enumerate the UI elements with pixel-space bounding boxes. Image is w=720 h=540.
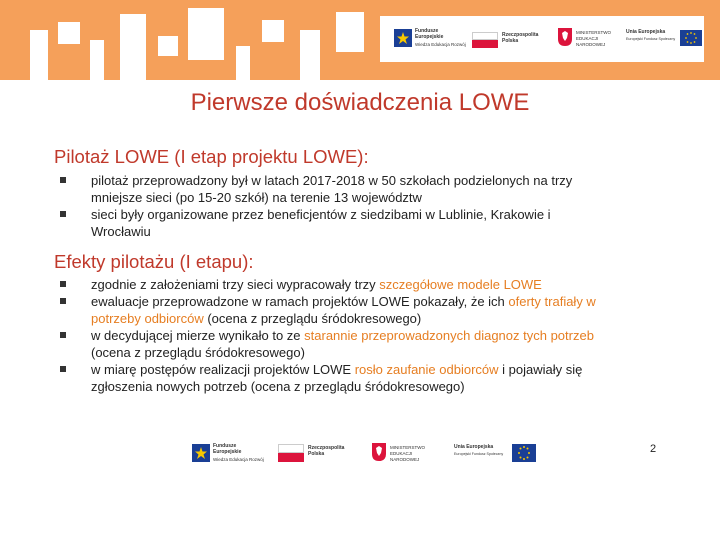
unia-europejska-logo [626, 24, 702, 54]
highlighted-text: starannie przeprowadzonych diagnoz tych potrzeb [304, 328, 594, 343]
bullet-item [60, 206, 680, 240]
logo-text: Rzeczpospolita [502, 32, 539, 38]
bullet-text: i pojawiały się [498, 362, 583, 377]
logo-text: Europejskie [415, 34, 444, 40]
fe-star-icon [394, 29, 412, 47]
logo-text: NARODOWEJ [390, 457, 420, 462]
rzeczpospolita-polska-logo [278, 440, 358, 468]
slide-title: Pierwsze doświadczenia LOWE [190, 89, 530, 116]
polish-flag-icon [472, 32, 498, 48]
ministry-logo [558, 24, 618, 54]
polish-flag-icon [278, 444, 304, 462]
bullet-text: zgodnie z założeniami trzy sieci wypracowały trzy [91, 277, 380, 292]
unia-europejska-logo [454, 438, 536, 468]
decorative-block [58, 22, 80, 44]
logo-text: Europejski Fundusz Społeczny [626, 37, 676, 41]
highlighted-text: rosło zaufanie odbiorców [354, 362, 499, 377]
decorative-block [90, 40, 104, 80]
top-logo-strip [380, 16, 704, 62]
decorative-block [236, 46, 250, 80]
bullet-item [60, 327, 680, 361]
ministry-logo [372, 438, 442, 468]
bullet-item [60, 361, 680, 395]
bottom-logo-strip [192, 436, 536, 472]
logo-text: NARODOWEJ [576, 42, 606, 47]
bullet-marker [60, 366, 66, 372]
page-number: 2 [650, 443, 657, 455]
bullet-marker [60, 177, 66, 183]
logo-text: Fundusze [415, 28, 439, 34]
logo-text: Fundusze [213, 443, 237, 449]
pilot-bullet-list [60, 172, 680, 240]
logo-text: EDUKACJI [576, 36, 599, 41]
highlighted-text: szczegółowe modele LOWE [379, 277, 542, 292]
decorative-block [158, 36, 178, 56]
bullet-text: (ocena z przeglądu śródokresowego) [91, 345, 305, 360]
rzeczpospolita-polska-logo [472, 28, 542, 52]
bullet-text: mniejsze sieci (po 15-20 szkół) na terenie 13 województw [91, 190, 422, 205]
header-band [0, 0, 720, 80]
bullet-item [60, 276, 680, 293]
bullet-text: Wrocławiu [91, 224, 151, 239]
decorative-block [188, 8, 224, 60]
eu-flag-icon [680, 30, 702, 46]
logo-text: Europejskie [213, 449, 242, 455]
decorative-block [300, 30, 320, 80]
logo-text: Polska [502, 38, 519, 44]
eagle-emblem-icon [372, 443, 386, 461]
bullet-marker [60, 281, 66, 287]
bullet-text: (ocena z przeglądu śródokresowego) [203, 311, 422, 326]
decorative-block [120, 14, 146, 80]
bullet-text: w miarę postępów realizacji projektów LOWE [91, 362, 355, 377]
logo-text: EDUKACJI [390, 451, 413, 456]
eu-flag-icon [512, 444, 536, 462]
bullet-text: ewaluacje przeprowadzone w ramach projektów LOWE pokazały, że ich [91, 294, 509, 309]
decorative-block [30, 30, 48, 80]
section-heading-effects: Efekty pilotażu (I etapu): [54, 251, 254, 272]
logo-text: Wiedza Edukacja Rozwój [213, 457, 264, 462]
fundusze-europejskie-logo [394, 26, 466, 54]
bullet-item [60, 172, 680, 206]
fe-star-icon [192, 444, 210, 462]
eagle-emblem-icon [558, 28, 572, 46]
bullet-text: sieci były organizowane przez beneficjentów z siedzibami w Lublinie, Krakowie i [91, 207, 551, 222]
highlighted-text: potrzeby odbiorców [91, 311, 204, 326]
bullet-marker [60, 332, 66, 338]
bullet-text: pilotaż przeprowadzony był w latach 2017-2018 w 50 szkołach podzielonych na trzy [91, 173, 573, 188]
logo-text: MINISTERSTWO [390, 445, 425, 450]
logo-text: Unia Europejska [626, 29, 666, 35]
highlighted-text: oferty trafiały w [508, 294, 596, 309]
bullet-marker [60, 298, 66, 304]
bullet-marker [60, 211, 66, 217]
effects-bullet-list [60, 276, 680, 395]
bullet-item [60, 293, 680, 327]
logo-text: MINISTERSTWO [576, 30, 611, 35]
logo-text: Unia Europejska [454, 444, 494, 450]
bullet-text: zgłoszenia nowych potrzeb (ocena z przeglądu śródokresowego) [91, 379, 465, 394]
logo-text: Wiedza Edukacja Rozwój [415, 42, 466, 47]
decorative-block [262, 20, 284, 42]
logo-text: Europejski Fundusz Społeczny [454, 452, 504, 456]
bullet-text: w decydującej mierze wynikało to ze [91, 328, 305, 343]
decorative-block [336, 12, 364, 52]
fundusze-europejskie-logo [192, 440, 262, 468]
logo-text: Polska [308, 451, 325, 457]
logo-text: Rzeczpospolita [308, 445, 345, 451]
section-heading-pilot: Pilotaż LOWE (I etap projektu LOWE): [54, 146, 369, 167]
